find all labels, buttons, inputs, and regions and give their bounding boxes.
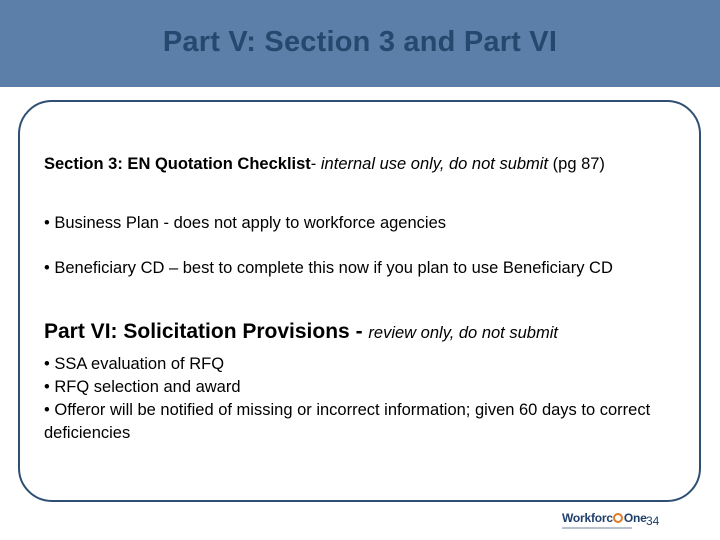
section3-page-ref: (pg 87) (548, 155, 605, 173)
part6-note: review only, do not submit (368, 324, 558, 342)
title-banner (0, 0, 720, 87)
bullet-beneficiary-cd: • Beneficiary CD – best to complete this now if you plan to use Beneficiary CD (44, 259, 613, 277)
section3-dash: - (310, 155, 321, 173)
workforce-one-logo (562, 511, 647, 534)
list-item: • Offeror will be notified of missing or incorrect information; given 60 days to correct deficiencies (44, 401, 651, 442)
slide-title: Part V: Section 3 and Part VI (162, 26, 558, 58)
page-number: 34 (646, 514, 660, 528)
logo-wordmark: Workforc One (562, 511, 647, 525)
part6-heading: Part VI: Solicitation Provisions (44, 320, 350, 343)
section3-note: internal use only, do not submit (320, 155, 549, 173)
section3-paragraph (44, 154, 664, 174)
logo-underline (562, 527, 632, 529)
section3-heading: Section 3: EN Quotation Checklist (44, 155, 311, 173)
bullet-business-plan: • Business Plan - does not apply to workforce agencies (44, 214, 446, 232)
part6-dash: - (349, 320, 369, 343)
part6-heading-line (44, 322, 684, 343)
list-item: • RFQ selection and award (44, 378, 241, 396)
list-item: • SSA evaluation of RFQ (44, 355, 225, 373)
logo-ring-icon (613, 513, 623, 523)
part6-list (44, 353, 664, 445)
